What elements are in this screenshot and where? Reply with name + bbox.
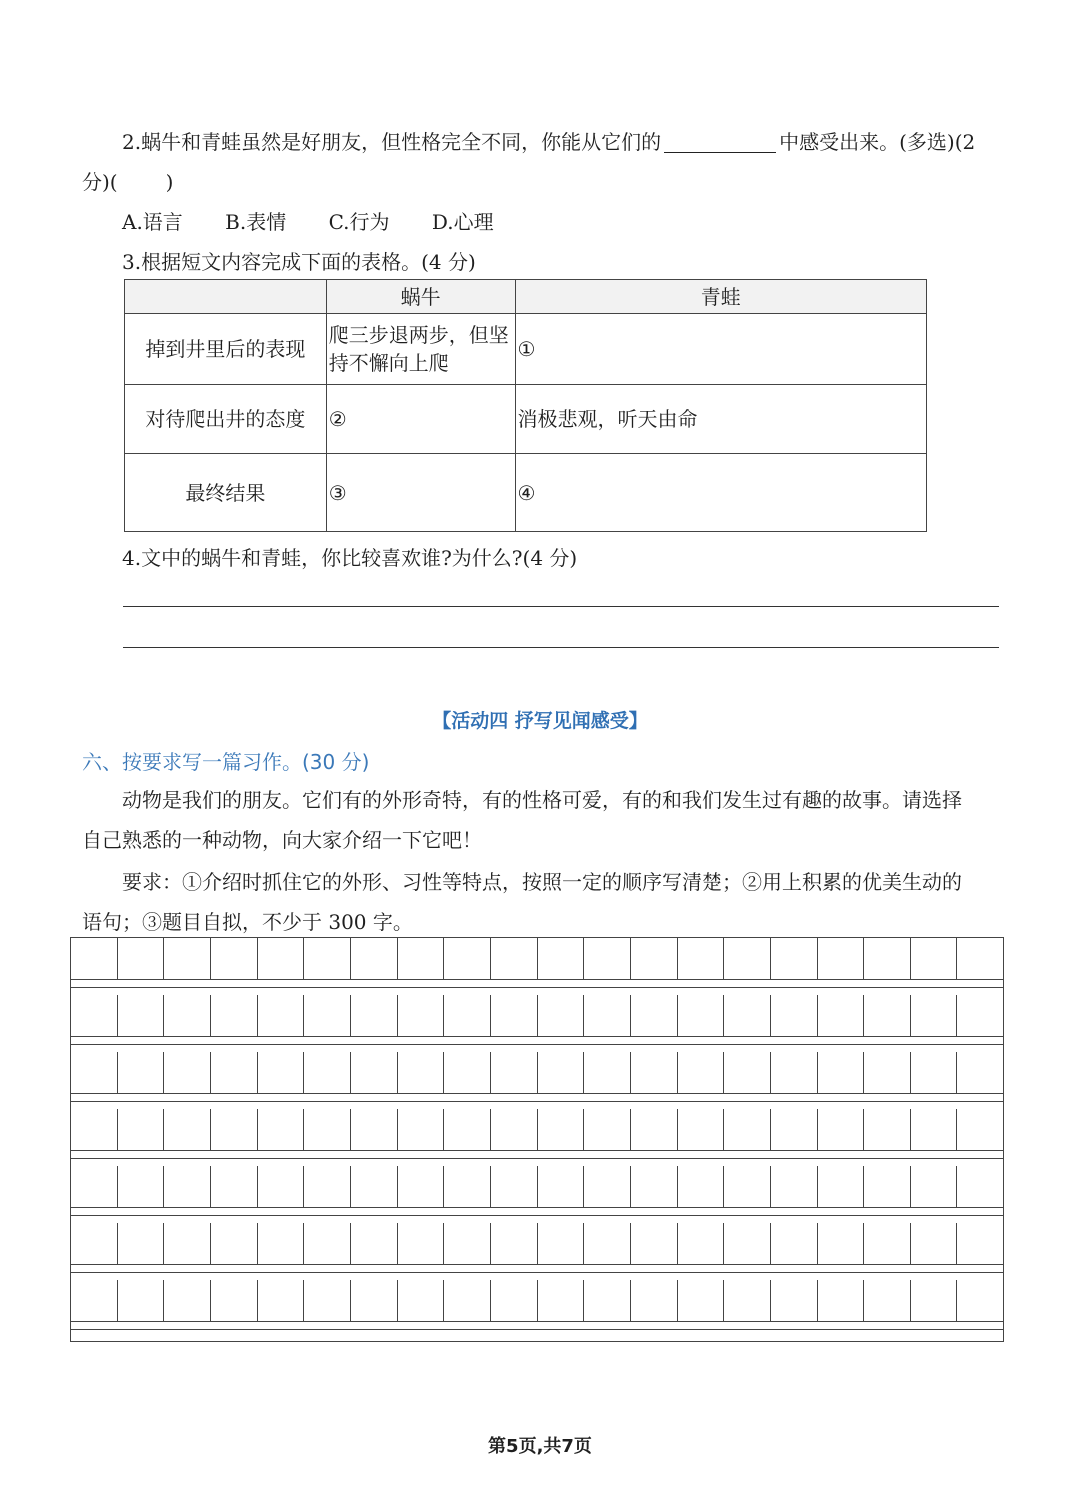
snail-cell: 爬三步退两步，但坚持不懈向上爬 <box>326 314 515 385</box>
composition-cell[interactable] <box>584 1052 631 1093</box>
q2-option-c[interactable]: C.行为 <box>328 210 390 234</box>
composition-cell[interactable] <box>398 1166 445 1207</box>
composition-row-separator <box>71 1215 1003 1216</box>
composition-cell[interactable] <box>71 1223 118 1264</box>
composition-row-separator <box>71 1272 1003 1273</box>
table-row <box>125 314 927 385</box>
composition-cell[interactable] <box>118 1280 165 1321</box>
composition-cell[interactable] <box>864 1223 911 1264</box>
composition-cell[interactable] <box>304 938 351 979</box>
q2-option-a[interactable]: A.语言 <box>122 210 183 234</box>
composition-cell[interactable] <box>398 1280 445 1321</box>
composition-cell[interactable] <box>211 995 258 1036</box>
composition-cell[interactable] <box>538 1223 585 1264</box>
q2-line1-end: 中感受出来。(多选)(2 <box>779 130 976 154</box>
q2-blank[interactable] <box>664 132 776 153</box>
composition-cell[interactable] <box>398 938 445 979</box>
composition-cell[interactable] <box>724 995 771 1036</box>
composition-cell[interactable] <box>118 938 165 979</box>
row-label: 对待爬出井的态度 <box>125 385 327 454</box>
q2-line1 <box>122 128 975 156</box>
composition-cell[interactable] <box>957 1052 1003 1093</box>
composition-cell[interactable] <box>584 995 631 1036</box>
row-label: 最终结果 <box>125 454 327 532</box>
snail-cell-answer[interactable]: ③ <box>326 454 515 532</box>
composition-cell[interactable] <box>678 995 725 1036</box>
composition-grid[interactable] <box>70 937 1004 1342</box>
composition-cell[interactable] <box>398 1052 445 1093</box>
composition-cell[interactable] <box>211 938 258 979</box>
composition-cell[interactable] <box>631 1280 678 1321</box>
composition-cell[interactable] <box>678 1166 725 1207</box>
composition-cell[interactable] <box>957 1280 1003 1321</box>
composition-cell[interactable] <box>631 938 678 979</box>
section6-heading: 六、按要求写一篇习作。(30 分) <box>82 750 370 774</box>
composition-cell[interactable] <box>864 1280 911 1321</box>
composition-cell[interactable] <box>71 1280 118 1321</box>
composition-cell[interactable] <box>818 1166 865 1207</box>
table-header-empty <box>125 280 327 314</box>
composition-cell[interactable] <box>538 995 585 1036</box>
q2-line2 <box>82 168 173 196</box>
composition-cell[interactable] <box>491 938 538 979</box>
q2-options <box>122 208 530 236</box>
composition-row <box>71 1280 1003 1322</box>
table-header-snail: 蜗牛 <box>326 280 515 314</box>
composition-cell[interactable] <box>911 1109 958 1150</box>
composition-cell[interactable] <box>491 1280 538 1321</box>
composition-cell[interactable] <box>211 1109 258 1150</box>
composition-cell[interactable] <box>398 1223 445 1264</box>
page-number: 第5页,共7页 <box>488 1436 592 1457</box>
composition-cell[interactable] <box>678 1223 725 1264</box>
composition-cell[interactable] <box>258 1052 305 1093</box>
composition-cell[interactable] <box>724 938 771 979</box>
q2-line2-close: ) <box>165 170 174 194</box>
composition-cell[interactable] <box>71 1052 118 1093</box>
section6-para2-line2: 语句；③题目自拟，不少于 300 字。 <box>82 910 413 934</box>
composition-cell[interactable] <box>911 938 958 979</box>
q2-option-d[interactable]: D.心理 <box>431 210 494 234</box>
composition-cell[interactable] <box>491 1052 538 1093</box>
composition-cell[interactable] <box>444 1052 491 1093</box>
composition-cell[interactable] <box>398 1109 445 1150</box>
composition-cell[interactable] <box>771 1280 818 1321</box>
composition-cell[interactable] <box>444 938 491 979</box>
composition-cell[interactable] <box>304 995 351 1036</box>
composition-cell[interactable] <box>164 1052 211 1093</box>
composition-cell[interactable] <box>818 995 865 1036</box>
composition-cell[interactable] <box>911 1166 958 1207</box>
composition-cell[interactable] <box>538 1280 585 1321</box>
frog-cell-answer[interactable]: ① <box>515 314 926 385</box>
composition-cell[interactable] <box>584 1280 631 1321</box>
composition-cell[interactable] <box>957 938 1003 979</box>
activity-title: 【活动四 抒写见闻感受】 <box>432 710 648 732</box>
composition-cell[interactable] <box>304 1109 351 1150</box>
composition-cell[interactable] <box>118 995 165 1036</box>
q4-answer-line-2[interactable] <box>123 647 999 648</box>
composition-cell[interactable] <box>678 1052 725 1093</box>
composition-cell[interactable] <box>957 995 1003 1036</box>
composition-cell[interactable] <box>864 1052 911 1093</box>
composition-cell[interactable] <box>491 1166 538 1207</box>
composition-row <box>71 1166 1003 1208</box>
composition-cell[interactable] <box>911 1052 958 1093</box>
composition-cell[interactable] <box>724 1223 771 1264</box>
section6-para2-line1: 要求：①介绍时抓住它的外形、习性等特点，按照一定的顺序写清楚；②用上积累的优美生动的 <box>122 870 962 894</box>
composition-cell[interactable] <box>538 1109 585 1150</box>
snail-cell-answer[interactable]: ② <box>326 385 515 454</box>
composition-cell[interactable] <box>491 1223 538 1264</box>
composition-cell[interactable] <box>818 1052 865 1093</box>
composition-cell[interactable] <box>164 1223 211 1264</box>
section6-para1-line1: 动物是我们的朋友。它们有的外形奇特，有的性格可爱，有的和我们发生过有趣的故事。请选择 <box>122 788 962 812</box>
table-header-frog: 青蛙 <box>515 280 926 314</box>
composition-cell[interactable] <box>118 1166 165 1207</box>
composition-cell[interactable] <box>211 1052 258 1093</box>
composition-cell[interactable] <box>584 1223 631 1264</box>
table-row <box>125 454 927 532</box>
composition-cell[interactable] <box>911 1223 958 1264</box>
composition-cell[interactable] <box>164 1280 211 1321</box>
composition-cell[interactable] <box>957 1166 1003 1207</box>
frog-cell: 消极悲观，听天由命 <box>515 385 926 454</box>
composition-cell[interactable] <box>351 995 398 1036</box>
composition-cell[interactable] <box>818 938 865 979</box>
section6-para1-line2: 自己熟悉的一种动物，向大家介绍一下它吧！ <box>82 828 482 852</box>
composition-row <box>71 938 1003 980</box>
composition-cell[interactable] <box>631 1166 678 1207</box>
composition-cell[interactable] <box>584 1109 631 1150</box>
composition-cell[interactable] <box>351 1166 398 1207</box>
composition-cell[interactable] <box>351 1280 398 1321</box>
composition-cell[interactable] <box>71 995 118 1036</box>
composition-cell[interactable] <box>351 1052 398 1093</box>
row-label: 掉到井里后的表现 <box>125 314 327 385</box>
table-header-row <box>125 280 927 314</box>
composition-cell[interactable] <box>957 1109 1003 1150</box>
composition-cell[interactable] <box>398 995 445 1036</box>
composition-cell[interactable] <box>304 1223 351 1264</box>
q4-prompt: 4.文中的蜗牛和青蛙，你比较喜欢谁?为什么?(4 分) <box>122 546 578 570</box>
composition-cell[interactable] <box>631 1052 678 1093</box>
composition-cell[interactable] <box>911 1280 958 1321</box>
composition-cell[interactable] <box>164 995 211 1036</box>
composition-cell[interactable] <box>258 1166 305 1207</box>
composition-cell[interactable] <box>771 1223 818 1264</box>
composition-cell[interactable] <box>211 1280 258 1321</box>
composition-cell[interactable] <box>211 1223 258 1264</box>
composition-cell[interactable] <box>771 938 818 979</box>
composition-cell[interactable] <box>491 1109 538 1150</box>
q4-answer-line-1[interactable] <box>123 606 999 607</box>
composition-cell[interactable] <box>444 1166 491 1207</box>
composition-cell[interactable] <box>724 1280 771 1321</box>
composition-cell[interactable] <box>258 1109 305 1150</box>
composition-cell[interactable] <box>864 938 911 979</box>
composition-cell[interactable] <box>864 1166 911 1207</box>
composition-cell[interactable] <box>818 1280 865 1321</box>
composition-cell[interactable] <box>444 995 491 1036</box>
composition-cell[interactable] <box>71 1166 118 1207</box>
composition-cell[interactable] <box>771 1109 818 1150</box>
composition-cell[interactable] <box>444 1223 491 1264</box>
composition-cell[interactable] <box>957 1223 1003 1264</box>
composition-cell[interactable] <box>631 995 678 1036</box>
q2-option-b[interactable]: B.表情 <box>225 210 287 234</box>
composition-cell[interactable] <box>724 1052 771 1093</box>
composition-cell[interactable] <box>911 995 958 1036</box>
composition-cell[interactable] <box>818 1223 865 1264</box>
composition-cell[interactable] <box>71 1109 118 1150</box>
composition-cell[interactable] <box>258 995 305 1036</box>
composition-row <box>71 1109 1003 1151</box>
q2-line2-text: 分)( <box>82 170 118 194</box>
composition-cell[interactable] <box>631 1223 678 1264</box>
q3-table <box>124 279 927 532</box>
q2-line1-text: 2.蜗牛和青蛙虽然是好朋友，但性格完全不同，你能从它们的 <box>122 130 662 154</box>
composition-cell[interactable] <box>258 1223 305 1264</box>
composition-cell[interactable] <box>351 1109 398 1150</box>
composition-row-separator <box>71 1044 1003 1045</box>
composition-cell[interactable] <box>771 1166 818 1207</box>
composition-cell[interactable] <box>258 1280 305 1321</box>
composition-cell[interactable] <box>538 1052 585 1093</box>
composition-cell[interactable] <box>538 1166 585 1207</box>
composition-cell[interactable] <box>444 1109 491 1150</box>
composition-cell[interactable] <box>864 995 911 1036</box>
composition-cell[interactable] <box>118 1109 165 1150</box>
composition-cell[interactable] <box>211 1166 258 1207</box>
composition-cell[interactable] <box>678 1109 725 1150</box>
composition-cell[interactable] <box>164 1109 211 1150</box>
composition-cell[interactable] <box>351 938 398 979</box>
composition-cell[interactable] <box>631 1109 678 1150</box>
composition-cell[interactable] <box>584 938 631 979</box>
composition-row-separator <box>71 1158 1003 1159</box>
composition-cell[interactable] <box>304 1052 351 1093</box>
composition-cell[interactable] <box>118 1223 165 1264</box>
composition-cell[interactable] <box>118 1052 165 1093</box>
composition-cell[interactable] <box>304 1166 351 1207</box>
composition-cell[interactable] <box>164 938 211 979</box>
composition-cell[interactable] <box>678 1280 725 1321</box>
composition-cell[interactable] <box>818 1109 865 1150</box>
composition-cell[interactable] <box>584 1166 631 1207</box>
composition-row-separator <box>71 987 1003 988</box>
composition-cell[interactable] <box>304 1280 351 1321</box>
composition-cell[interactable] <box>491 995 538 1036</box>
composition-cell[interactable] <box>444 1280 491 1321</box>
composition-row-separator <box>71 1101 1003 1102</box>
q3-prompt: 3.根据短文内容完成下面的表格。(4 分) <box>122 250 476 274</box>
composition-cell[interactable] <box>771 1052 818 1093</box>
composition-cell[interactable] <box>164 1166 211 1207</box>
frog-cell-answer[interactable]: ④ <box>515 454 926 532</box>
composition-cell[interactable] <box>538 938 585 979</box>
composition-cell[interactable] <box>678 938 725 979</box>
composition-cell[interactable] <box>724 1109 771 1150</box>
composition-row <box>71 1052 1003 1094</box>
composition-cell[interactable] <box>724 1166 771 1207</box>
composition-row <box>71 1223 1003 1265</box>
composition-cell[interactable] <box>351 1223 398 1264</box>
composition-cell[interactable] <box>864 1109 911 1150</box>
composition-cell[interactable] <box>258 938 305 979</box>
composition-row-separator <box>71 1329 1003 1330</box>
composition-cell[interactable] <box>771 995 818 1036</box>
table-row <box>125 385 927 454</box>
composition-row <box>71 995 1003 1037</box>
composition-cell[interactable] <box>71 938 118 979</box>
